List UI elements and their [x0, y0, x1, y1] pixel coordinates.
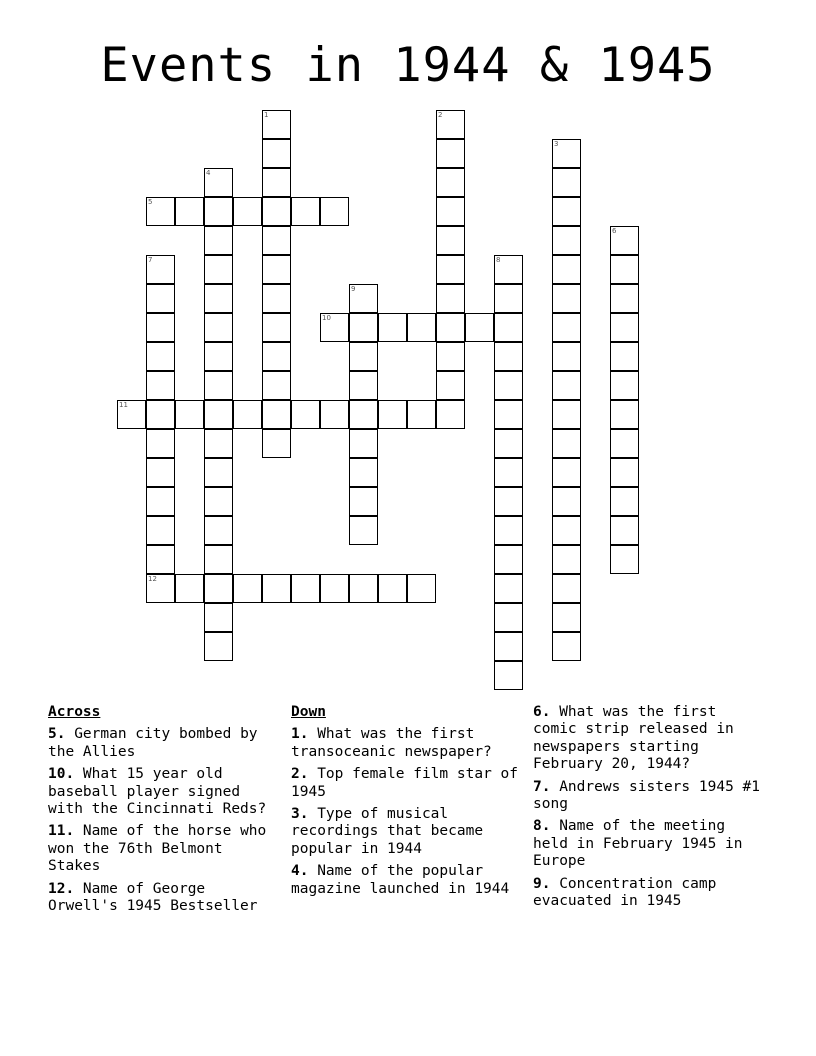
grid-cell[interactable]	[436, 400, 465, 429]
grid-cell[interactable]	[349, 458, 378, 487]
grid-cell[interactable]	[552, 168, 581, 197]
grid-cell[interactable]	[204, 603, 233, 632]
clue-number: 4	[206, 169, 211, 177]
clue-num: 8.	[533, 818, 551, 835]
grid-cell[interactable]	[436, 110, 465, 139]
grid-cell[interactable]	[349, 342, 378, 371]
clue-number: 9	[351, 285, 356, 293]
grid-cell[interactable]	[204, 458, 233, 487]
down-heading: Down	[291, 704, 326, 720]
clue-number: 5	[148, 198, 153, 206]
grid-cell[interactable]	[552, 255, 581, 284]
grid-cell[interactable]	[494, 400, 523, 429]
grid-cell[interactable]	[494, 574, 523, 603]
grid-cell[interactable]	[552, 197, 581, 226]
grid-cell[interactable]	[233, 400, 262, 429]
grid-cell[interactable]	[436, 371, 465, 400]
clue-text: Top female film star of 1945	[291, 766, 518, 800]
grid-cell[interactable]	[494, 429, 523, 458]
grid-cell[interactable]	[204, 255, 233, 284]
grid-cell[interactable]	[204, 313, 233, 342]
grid-cell[interactable]	[262, 313, 291, 342]
grid-cell[interactable]	[204, 168, 233, 197]
grid-cell[interactable]	[552, 458, 581, 487]
grid-cell[interactable]	[204, 226, 233, 255]
grid-cell[interactable]	[494, 603, 523, 632]
clue-num: 1.	[291, 726, 309, 743]
clue-item	[533, 818, 765, 870]
grid-cell[interactable]	[494, 313, 523, 342]
grid-cell[interactable]	[204, 574, 233, 603]
grid-cell[interactable]	[349, 429, 378, 458]
grid-cell[interactable]	[262, 226, 291, 255]
grid-cell[interactable]	[262, 255, 291, 284]
grid-cell[interactable]	[204, 487, 233, 516]
clue-num: 10.	[48, 766, 75, 783]
grid-cell[interactable]	[552, 226, 581, 255]
grid-cell[interactable]	[436, 139, 465, 168]
clue-num: 12.	[48, 880, 75, 897]
grid-cell[interactable]	[552, 400, 581, 429]
clue-num: 9.	[533, 875, 551, 892]
clue-text: Name of the meeting held in February 1945 in Europe	[533, 818, 743, 870]
grid-cell[interactable]	[378, 313, 407, 342]
grid-cell[interactable]	[552, 342, 581, 371]
clue-item	[48, 726, 280, 761]
grid-cell[interactable]	[204, 284, 233, 313]
grid-cell[interactable]	[349, 371, 378, 400]
grid-cell[interactable]	[436, 226, 465, 255]
clue-text: What 15 year old baseball player signed with the Cincinnati Reds?	[48, 766, 267, 818]
grid-cell[interactable]	[320, 574, 349, 603]
clue-number: 6	[612, 227, 617, 235]
grid-cell[interactable]	[610, 400, 639, 429]
grid-cell[interactable]	[436, 284, 465, 313]
grid-cell[interactable]	[610, 487, 639, 516]
grid-cell[interactable]	[204, 516, 233, 545]
grid-cell[interactable]	[204, 545, 233, 574]
grid-cell[interactable]	[378, 574, 407, 603]
grid-cell[interactable]	[146, 400, 175, 429]
grid-cell[interactable]	[291, 574, 320, 603]
grid-cell[interactable]	[349, 284, 378, 313]
grid-cell[interactable]	[610, 429, 639, 458]
grid-cell[interactable]	[407, 574, 436, 603]
clue-text: What was the first comic strip released in newspapers starting February 20, 1944?	[533, 704, 734, 773]
clue-num: 5.	[48, 726, 66, 743]
grid-cell[interactable]	[175, 400, 204, 429]
clue-text: Type of musical recordings that became popular in 1944	[291, 806, 484, 857]
grid-cell[interactable]	[436, 255, 465, 284]
grid-cell[interactable]	[610, 226, 639, 255]
clue-num: 7.	[533, 778, 551, 795]
clue-number: 7	[148, 256, 153, 264]
grid-cell[interactable]	[494, 545, 523, 574]
grid-cell[interactable]	[204, 197, 233, 226]
clue-item	[533, 876, 765, 911]
clue-num: 4.	[291, 863, 309, 880]
grid-cell[interactable]	[146, 429, 175, 458]
grid-cell[interactable]	[146, 255, 175, 284]
grid-cell[interactable]	[465, 313, 494, 342]
grid-cell[interactable]	[291, 197, 320, 226]
grid-cell[interactable]	[552, 313, 581, 342]
grid-cell[interactable]	[291, 400, 320, 429]
grid-cell[interactable]	[494, 487, 523, 516]
grid-cell[interactable]	[146, 197, 175, 226]
grid-cell[interactable]	[349, 516, 378, 545]
grid-cell[interactable]	[436, 197, 465, 226]
grid-cell[interactable]	[262, 197, 291, 226]
clue-number: 10	[322, 314, 331, 322]
clue-text: Andrews sisters 1945 #1 song	[533, 778, 760, 813]
grid-cell[interactable]	[146, 458, 175, 487]
clue-item	[291, 863, 523, 898]
grid-cell[interactable]	[552, 632, 581, 661]
grid-cell[interactable]	[146, 284, 175, 313]
grid-cell[interactable]	[262, 342, 291, 371]
grid-cell[interactable]	[610, 545, 639, 574]
grid-cell[interactable]	[494, 458, 523, 487]
clue-item	[291, 806, 523, 858]
across-heading: Across	[48, 704, 101, 720]
grid-cell[interactable]	[146, 516, 175, 545]
grid-cell[interactable]	[262, 284, 291, 313]
clue-item	[48, 823, 280, 875]
grid-cell[interactable]	[436, 313, 465, 342]
grid-cell[interactable]	[552, 371, 581, 400]
clue-number: 2	[438, 111, 443, 119]
grid-cell[interactable]	[320, 197, 349, 226]
grid-cell[interactable]	[407, 400, 436, 429]
grid-cell[interactable]	[610, 284, 639, 313]
clue-num: 2.	[291, 766, 309, 783]
clue-item	[48, 766, 280, 818]
grid-cell[interactable]	[146, 342, 175, 371]
grid-cell[interactable]	[320, 400, 349, 429]
clue-number: 8	[496, 256, 501, 264]
clue-num: 6.	[533, 704, 551, 720]
grid-cell[interactable]	[494, 284, 523, 313]
clue-text: Name of George Orwell's 1945 Bestseller	[48, 880, 258, 915]
grid-cell[interactable]	[610, 255, 639, 284]
grid-cell[interactable]	[204, 429, 233, 458]
grid-cell[interactable]	[262, 139, 291, 168]
down-clues	[291, 704, 523, 903]
grid-cell[interactable]	[610, 313, 639, 342]
grid-cell[interactable]	[175, 197, 204, 226]
grid-cell[interactable]	[494, 342, 523, 371]
grid-cell[interactable]	[262, 371, 291, 400]
grid-cell[interactable]	[552, 603, 581, 632]
grid-cell[interactable]	[552, 574, 581, 603]
clue-item	[291, 726, 523, 761]
grid-cell[interactable]	[436, 342, 465, 371]
grid-cell[interactable]	[233, 197, 262, 226]
grid-cell[interactable]	[262, 110, 291, 139]
clue-text: Concentration camp evacuated in 1945	[533, 875, 717, 910]
clue-number: 3	[554, 140, 559, 148]
grid-cell[interactable]	[610, 371, 639, 400]
grid-cell[interactable]	[204, 400, 233, 429]
puzzle-title: Events in 1944 & 1945	[100, 38, 716, 93]
grid-cell[interactable]	[146, 545, 175, 574]
grid-cell[interactable]	[552, 139, 581, 168]
grid-cell[interactable]	[349, 313, 378, 342]
grid-cell[interactable]	[349, 487, 378, 516]
clue-num: 3.	[291, 806, 309, 823]
grid-cell[interactable]	[378, 400, 407, 429]
clue-text: Name of the horse who won the 76th Belmont Stakes	[48, 823, 267, 875]
grid-cell[interactable]	[494, 516, 523, 545]
grid-cell[interactable]	[146, 574, 175, 603]
grid-cell[interactable]	[175, 574, 204, 603]
grid-cell[interactable]	[552, 284, 581, 313]
grid-cell[interactable]	[320, 313, 349, 342]
grid-cell[interactable]	[349, 400, 378, 429]
clue-item	[291, 766, 523, 801]
grid-cell[interactable]	[552, 545, 581, 574]
grid-cell[interactable]	[436, 168, 465, 197]
grid-cell[interactable]	[262, 429, 291, 458]
grid-cell[interactable]	[552, 429, 581, 458]
down-clues-continued	[533, 704, 765, 915]
grid-cell[interactable]	[552, 516, 581, 545]
grid-cell[interactable]	[610, 342, 639, 371]
clue-text: Name of the popular magazine launched in 1944	[291, 863, 510, 897]
clue-number: 1	[264, 111, 269, 119]
clue-text: German city bombed by the Allies	[48, 726, 258, 760]
grid-cell[interactable]	[146, 371, 175, 400]
grid-cell[interactable]	[494, 255, 523, 284]
grid-cell[interactable]	[262, 168, 291, 197]
across-clues	[48, 704, 280, 920]
grid-cell[interactable]	[262, 574, 291, 603]
grid-cell[interactable]	[117, 400, 146, 429]
clue-number: 11	[119, 401, 128, 409]
grid-cell[interactable]	[494, 371, 523, 400]
clue-item	[533, 704, 765, 774]
grid-cell[interactable]	[146, 487, 175, 516]
grid-cell[interactable]	[552, 487, 581, 516]
grid-cell[interactable]	[204, 632, 233, 661]
grid-cell[interactable]	[349, 574, 378, 603]
grid-cell[interactable]	[610, 516, 639, 545]
grid-cell[interactable]	[407, 313, 436, 342]
clue-item	[533, 779, 765, 814]
grid-cell[interactable]	[494, 632, 523, 661]
grid-cell[interactable]	[262, 400, 291, 429]
clue-num: 11.	[48, 823, 75, 840]
grid-cell[interactable]	[204, 371, 233, 400]
clue-text: What was the first transoceanic newspaper?	[291, 726, 492, 760]
grid-cell[interactable]	[233, 574, 262, 603]
grid-cell[interactable]	[146, 313, 175, 342]
clue-number: 12	[148, 575, 157, 583]
grid-cell[interactable]	[204, 342, 233, 371]
clue-item	[48, 881, 280, 916]
grid-cell[interactable]	[494, 661, 523, 690]
grid-cell[interactable]	[610, 458, 639, 487]
